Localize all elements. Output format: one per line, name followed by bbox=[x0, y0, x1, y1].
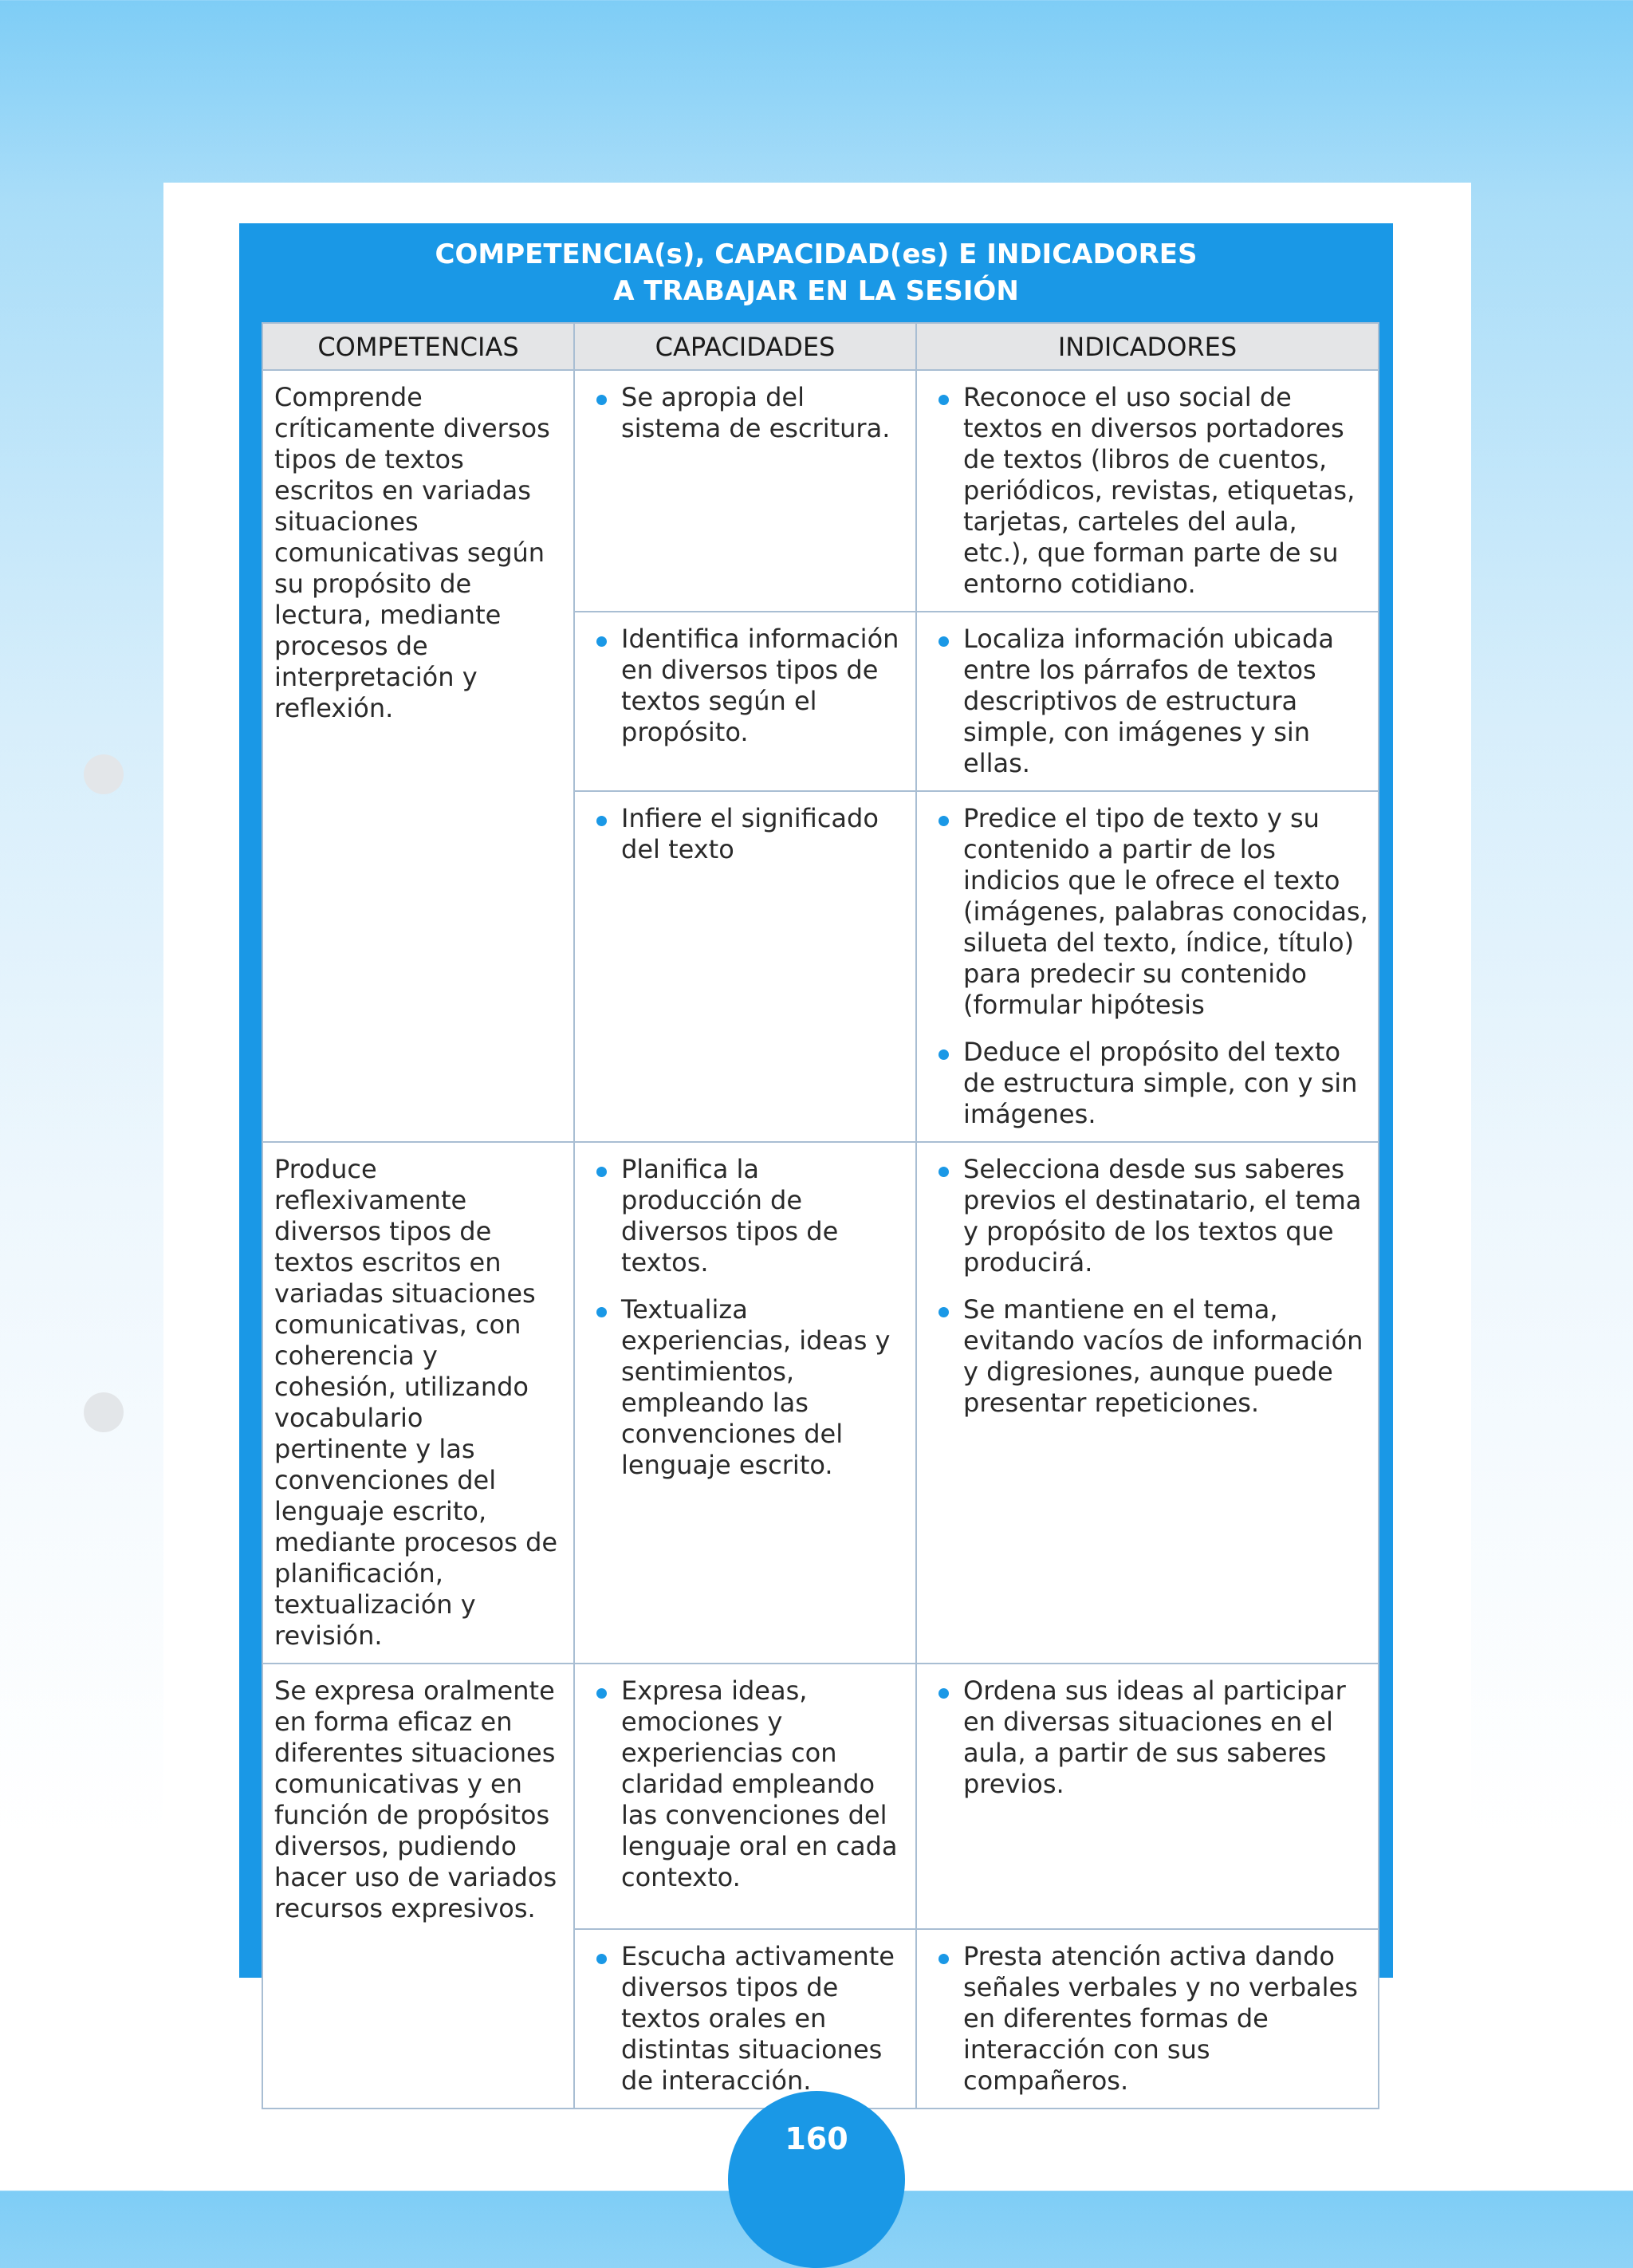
capacidad-cell bbox=[574, 1929, 916, 2109]
indicador-item: Reconoce el uso social de textos en diversos portadores de textos (libros de cuentos, periódicos, revistas, etiquetas, tarjetas, carteles del aula, etc.), que forman parte de su entorno cotidiano. bbox=[928, 382, 1368, 600]
competencia-text: Produce reflexivamente diversos tipos de textos escritos en variadas situaciones comunicativas, con coherencia y cohesión, utilizando vocabulario pertinente y las convenciones del lenguaje escrito, mediante procesos de planificación, textualización y revisión. bbox=[274, 1154, 558, 1651]
indicador-item: Localiza información ubicada entre los párrafos de textos descriptivos de estructura simple, con imágenes y sin ellas. bbox=[928, 624, 1368, 779]
indicador-item: Selecciona desde sus saberes previos el destinatario, el tema y propósito de los textos que producirá. bbox=[928, 1154, 1368, 1278]
capacidad-cell bbox=[574, 370, 916, 612]
capacidad-item: Textualiza experiencias, ideas y sentimientos, empleando las convenciones del lenguaje escrito. bbox=[586, 1294, 906, 1481]
indicador-item: Se mantiene en el tema, evitando vacíos de información y digresiones, aunque puede presentar repeticiones. bbox=[928, 1294, 1368, 1419]
competencies-table bbox=[262, 322, 1379, 2109]
competencia-cell bbox=[262, 1664, 574, 2109]
panel-title-line-1: COMPETENCIA(s), CAPACIDAD(es) E INDICADORES bbox=[435, 238, 1198, 270]
page-number: 160 bbox=[785, 2121, 848, 2156]
indicador-cell bbox=[916, 1664, 1379, 1929]
competencia-text: Se expresa oralmente en forma eficaz en diferentes situaciones comunicativas y en función de propósitos diversos, pudiendo hacer uso de variados recursos expresivos. bbox=[274, 1675, 557, 1923]
competencia-cell bbox=[262, 1142, 574, 1664]
capacidad-item: Infiere el significado del texto bbox=[586, 803, 906, 865]
capacidad-cell bbox=[574, 1664, 916, 1929]
competencia-text: Comprende críticamente diversos tipos de textos escritos en variadas situaciones comunicativas según su propósito de lectura, mediante procesos de interpretación y reflexión. bbox=[274, 382, 550, 723]
column-header-capacidades: CAPACIDADES bbox=[574, 323, 916, 370]
table-row bbox=[262, 1142, 1379, 1664]
indicador-cell bbox=[916, 1142, 1379, 1664]
indicador-cell bbox=[916, 791, 1379, 1142]
table-row bbox=[262, 370, 1379, 612]
column-header-competencias: COMPETENCIAS bbox=[262, 323, 574, 370]
table-row bbox=[262, 1664, 1379, 1929]
capacidad-cell bbox=[574, 612, 916, 791]
indicador-cell bbox=[916, 1929, 1379, 2109]
capacidad-item: Identifica información en diversos tipos de textos según el propósito. bbox=[586, 624, 906, 748]
decorative-dot-lower bbox=[84, 1392, 124, 1432]
capacidad-item: Escucha activamente diversos tipos de textos orales en distintas situaciones de interacción. bbox=[586, 1941, 906, 2097]
decorative-dot-upper bbox=[84, 754, 124, 794]
competencia-cell bbox=[262, 370, 574, 1142]
panel-title bbox=[239, 223, 1393, 323]
indicador-item: Predice el tipo de texto y su contenido a partir de los indicios que le ofrece el texto (imágenes, palabras conocidas, silueta del texto, índice, título) para predecir su contenido (formular hipótesis bbox=[928, 803, 1368, 1021]
column-header-indicadores: INDICADORES bbox=[916, 323, 1379, 370]
indicador-cell bbox=[916, 612, 1379, 791]
capacidad-cell bbox=[574, 791, 916, 1142]
indicador-item: Ordena sus ideas al participar en diversas situaciones en el aula, a partir de sus saberes previos. bbox=[928, 1675, 1368, 1800]
indicador-cell bbox=[916, 370, 1379, 612]
capacidad-item: Planifica la producción de diversos tipos de textos. bbox=[586, 1154, 906, 1278]
table-header-row bbox=[262, 323, 1379, 370]
indicador-item: Deduce el propósito del texto de estructura simple, con y sin imágenes. bbox=[928, 1037, 1368, 1130]
panel-title-line-2: A TRABAJAR EN LA SESIÓN bbox=[613, 275, 1019, 307]
capacidad-cell bbox=[574, 1142, 916, 1664]
page-number-badge bbox=[728, 2091, 905, 2268]
capacidad-item: Expresa ideas, emociones y experiencias con claridad empleando las convenciones del lenguaje oral en cada contexto. bbox=[586, 1675, 906, 1893]
indicador-item: Presta atención activa dando señales verbales y no verbales en diferentes formas de interacción con sus compañeros. bbox=[928, 1941, 1368, 2097]
capacidad-item: Se apropia del sistema de escritura. bbox=[586, 382, 906, 444]
competencies-panel bbox=[239, 223, 1393, 2096]
